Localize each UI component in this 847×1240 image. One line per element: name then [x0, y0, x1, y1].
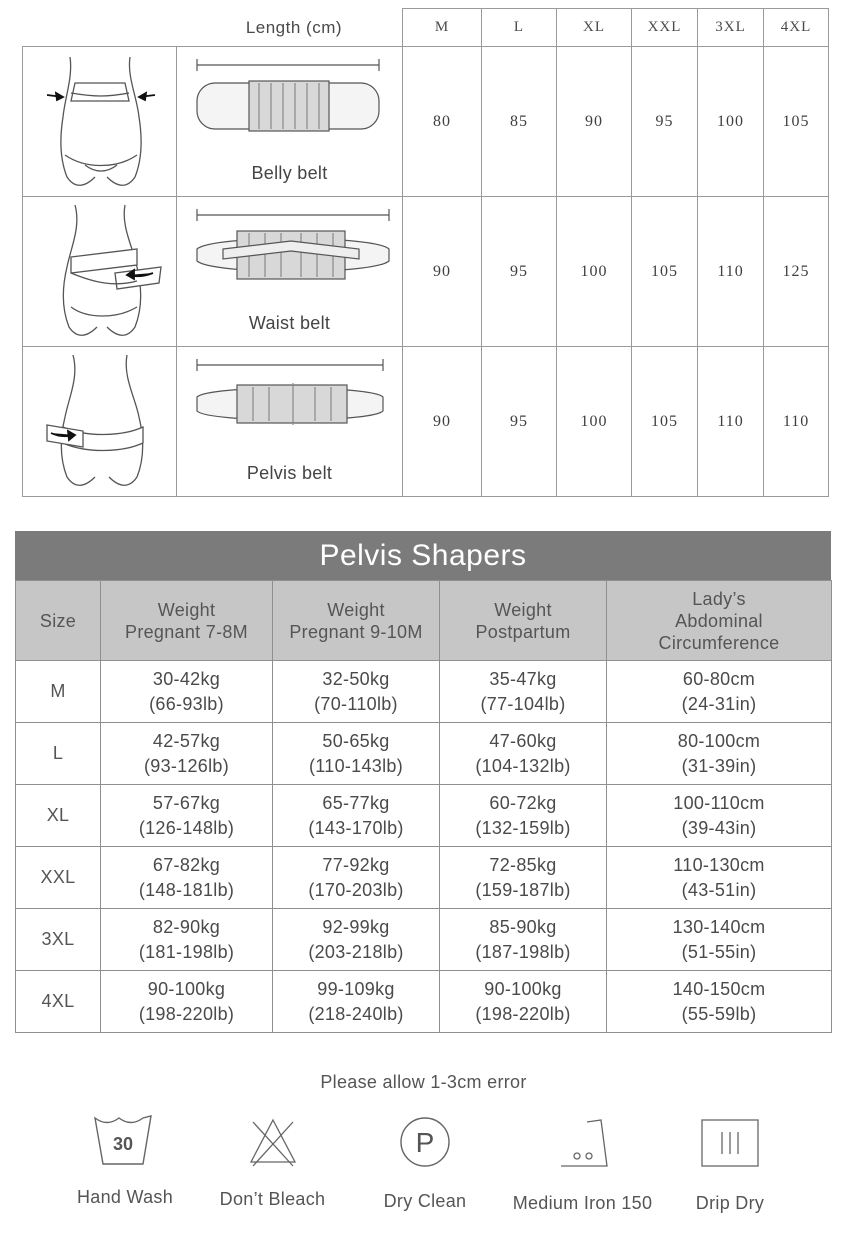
cell-line: (126-148lb)	[138, 817, 235, 838]
table-row	[16, 785, 832, 847]
cell-line: (148-181lb)	[138, 879, 235, 900]
cell-line: 130-140cm	[672, 916, 766, 937]
cell-line: (198-220lb)	[475, 1003, 571, 1024]
size-column-header: Size	[16, 581, 101, 661]
length-row-pelvis	[23, 347, 829, 497]
pelvis-belt-icon	[193, 355, 393, 455]
cell-line: (70-110lb)	[314, 693, 398, 714]
cell-line: (110-143lb)	[308, 755, 404, 776]
drip-dry-icon	[690, 1110, 770, 1174]
cell-line: (39-43in)	[681, 817, 757, 838]
cell-line: 42-57kg	[152, 730, 221, 751]
size-header-3xl: 3XL	[698, 9, 764, 47]
cell-line: (104-132lb)	[475, 755, 571, 776]
abdominal-circumference-header	[607, 581, 832, 661]
cell-line: 72-85kg	[489, 854, 557, 875]
table-cell	[607, 971, 832, 1033]
table-cell	[607, 909, 832, 971]
length-value: 105	[764, 47, 829, 197]
length-value: 95	[482, 197, 557, 347]
size-cell: 3XL	[16, 909, 101, 971]
cell-line: (198-220lb)	[138, 1003, 235, 1024]
belly-belt-cell	[177, 47, 403, 197]
table-cell	[607, 785, 832, 847]
table-cell	[273, 785, 440, 847]
header-line: Pregnant 9-10M	[289, 621, 423, 642]
cell-line: 85-90kg	[489, 916, 557, 937]
care-dry-clean	[370, 1110, 480, 1212]
cell-line: (132-159lb)	[475, 817, 571, 838]
care-label: Dry Clean	[383, 1191, 467, 1211]
cell-line: (43-51in)	[681, 879, 757, 900]
table-row	[16, 723, 832, 785]
header-line: Weight	[327, 599, 385, 620]
cell-line: 110-130cm	[673, 854, 765, 875]
header-line: Weight	[494, 599, 552, 620]
care-label: Medium Iron 150	[512, 1193, 653, 1213]
care-label: Hand Wash	[76, 1187, 174, 1207]
table-cell	[440, 847, 607, 909]
cell-line: 92-99kg	[322, 916, 390, 937]
header-line: Lady’s	[692, 588, 746, 609]
table-cell	[101, 909, 273, 971]
table-row	[16, 661, 832, 723]
table-cell	[607, 723, 832, 785]
table-row	[16, 971, 832, 1033]
cell-line: (218-240lb)	[308, 1003, 404, 1024]
header-line: Postpartum	[475, 621, 571, 642]
cell-line: 67-82kg	[152, 854, 221, 875]
table-cell	[101, 723, 273, 785]
size-cell: 4XL	[16, 971, 101, 1033]
cell-line: (170-203lb)	[308, 879, 404, 900]
size-header-m: M	[403, 9, 482, 47]
cell-line: (93-126lb)	[143, 755, 230, 776]
error-note: Please allow 1-3cm error	[320, 1072, 527, 1092]
cell-line: 32-50kg	[322, 668, 390, 689]
length-title: Length (cm)	[23, 9, 403, 47]
hand-wash-30-icon	[85, 1110, 165, 1174]
size-cell: XXL	[16, 847, 101, 909]
length-value: 110	[764, 347, 829, 497]
cell-line: (187-198lb)	[475, 941, 571, 962]
cell-line: 50-65kg	[322, 730, 390, 751]
table-cell	[440, 785, 607, 847]
table-cell	[440, 909, 607, 971]
header-line: Pregnant 7-8M	[125, 621, 248, 642]
pelvis-figure-illustration	[23, 347, 177, 497]
cell-line: (159-187lb)	[475, 879, 571, 900]
table-cell	[440, 661, 607, 723]
cell-line: 60-72kg	[489, 792, 557, 813]
table-row	[16, 847, 832, 909]
care-hand-wash	[60, 1110, 190, 1208]
cell-line: (181-198lb)	[138, 941, 235, 962]
table-cell	[273, 909, 440, 971]
length-value: 105	[632, 347, 698, 497]
waist-belt-icon	[193, 205, 393, 305]
cell-line: 140-150cm	[672, 978, 766, 999]
cell-line: (24-31in)	[681, 693, 757, 714]
length-value: 90	[403, 197, 482, 347]
length-value: 95	[482, 347, 557, 497]
header-line: Circumference	[658, 632, 780, 653]
size-header-xxl: XXL	[632, 9, 698, 47]
table-cell	[273, 847, 440, 909]
length-table	[22, 8, 829, 497]
length-value: 85	[482, 47, 557, 197]
size-cell: L	[16, 723, 101, 785]
cell-line: (55-59lb)	[681, 1003, 757, 1024]
table-cell	[440, 971, 607, 1033]
header-line: Abdominal	[675, 610, 763, 631]
length-value: 90	[403, 347, 482, 497]
size-header-l: L	[482, 9, 557, 47]
table-cell	[101, 785, 273, 847]
cell-line: (203-218lb)	[308, 941, 404, 962]
cell-line: 82-90kg	[152, 916, 221, 937]
length-value: 100	[557, 197, 632, 347]
care-medium-iron	[495, 1110, 670, 1214]
table-cell	[607, 661, 832, 723]
cell-line: 77-92kg	[322, 854, 390, 875]
cell-line: 90-100kg	[484, 978, 562, 999]
cell-line: 100-110cm	[673, 792, 765, 813]
cell-line: 90-100kg	[147, 978, 226, 999]
cell-line: 80-100cm	[677, 730, 761, 751]
belly-figure-illustration	[23, 47, 177, 197]
cell-line: (31-39in)	[681, 755, 757, 776]
pelvis-shapers-title: Pelvis Shapers	[15, 531, 831, 580]
table-row	[16, 909, 832, 971]
weight-7-8m-header	[101, 581, 273, 661]
table-cell	[101, 661, 273, 723]
cell-line: 30-42kg	[152, 668, 221, 689]
belt-name: Belly belt	[251, 163, 328, 183]
length-value: 100	[698, 47, 764, 197]
cell-line: 65-77kg	[322, 792, 390, 813]
cell-line: (51-55in)	[681, 941, 757, 962]
dry-clean-icon	[385, 1110, 465, 1174]
length-value: 100	[557, 347, 632, 497]
care-label: Drip Dry	[695, 1193, 765, 1213]
wash-temperature: 30	[112, 1134, 134, 1154]
length-row-belly	[23, 47, 829, 197]
belt-name: Waist belt	[248, 313, 331, 333]
cell-line: (66-93lb)	[149, 693, 224, 714]
care-no-bleach	[205, 1110, 340, 1210]
weight-postpartum-header	[440, 581, 607, 661]
size-header-4xl: 4XL	[764, 9, 829, 47]
cell-line: 99-109kg	[317, 978, 395, 999]
waist-figure-illustration	[23, 197, 177, 347]
pelvis-shapers-header-row	[16, 581, 832, 661]
no-bleach-icon	[233, 1110, 313, 1174]
table-cell	[101, 971, 273, 1033]
cell-line: 35-47kg	[489, 668, 557, 689]
table-cell	[607, 847, 832, 909]
cell-line: 57-67kg	[152, 792, 221, 813]
length-value: 110	[698, 347, 764, 497]
table-cell	[440, 723, 607, 785]
waist-belt-cell	[177, 197, 403, 347]
belt-name: Pelvis belt	[246, 463, 333, 483]
care-drip-dry	[680, 1110, 780, 1214]
dry-clean-letter: P	[415, 1127, 435, 1158]
length-row-waist	[23, 197, 829, 347]
cell-line: 47-60kg	[489, 730, 557, 751]
pelvis-shapers-table	[15, 580, 832, 1033]
weight-9-10m-header	[273, 581, 440, 661]
size-cell: XL	[16, 785, 101, 847]
length-value: 125	[764, 197, 829, 347]
table-cell	[273, 723, 440, 785]
header-line: Weight	[157, 599, 216, 620]
size-cell: M	[16, 661, 101, 723]
table-cell	[101, 847, 273, 909]
size-header-xl: XL	[557, 9, 632, 47]
length-value: 95	[632, 47, 698, 197]
cell-line: (143-170lb)	[308, 817, 404, 838]
length-value: 110	[698, 197, 764, 347]
iron-medium-icon	[543, 1110, 623, 1174]
length-header-row	[23, 9, 829, 47]
pelvis-belt-cell	[177, 347, 403, 497]
table-cell	[273, 661, 440, 723]
length-value: 80	[403, 47, 482, 197]
cell-line: 60-80cm	[682, 668, 756, 689]
table-cell	[273, 971, 440, 1033]
length-value: 90	[557, 47, 632, 197]
belly-belt-icon	[193, 55, 393, 155]
cell-line: (77-104lb)	[480, 693, 566, 714]
care-label: Don’t Bleach	[219, 1189, 326, 1209]
length-value: 105	[632, 197, 698, 347]
